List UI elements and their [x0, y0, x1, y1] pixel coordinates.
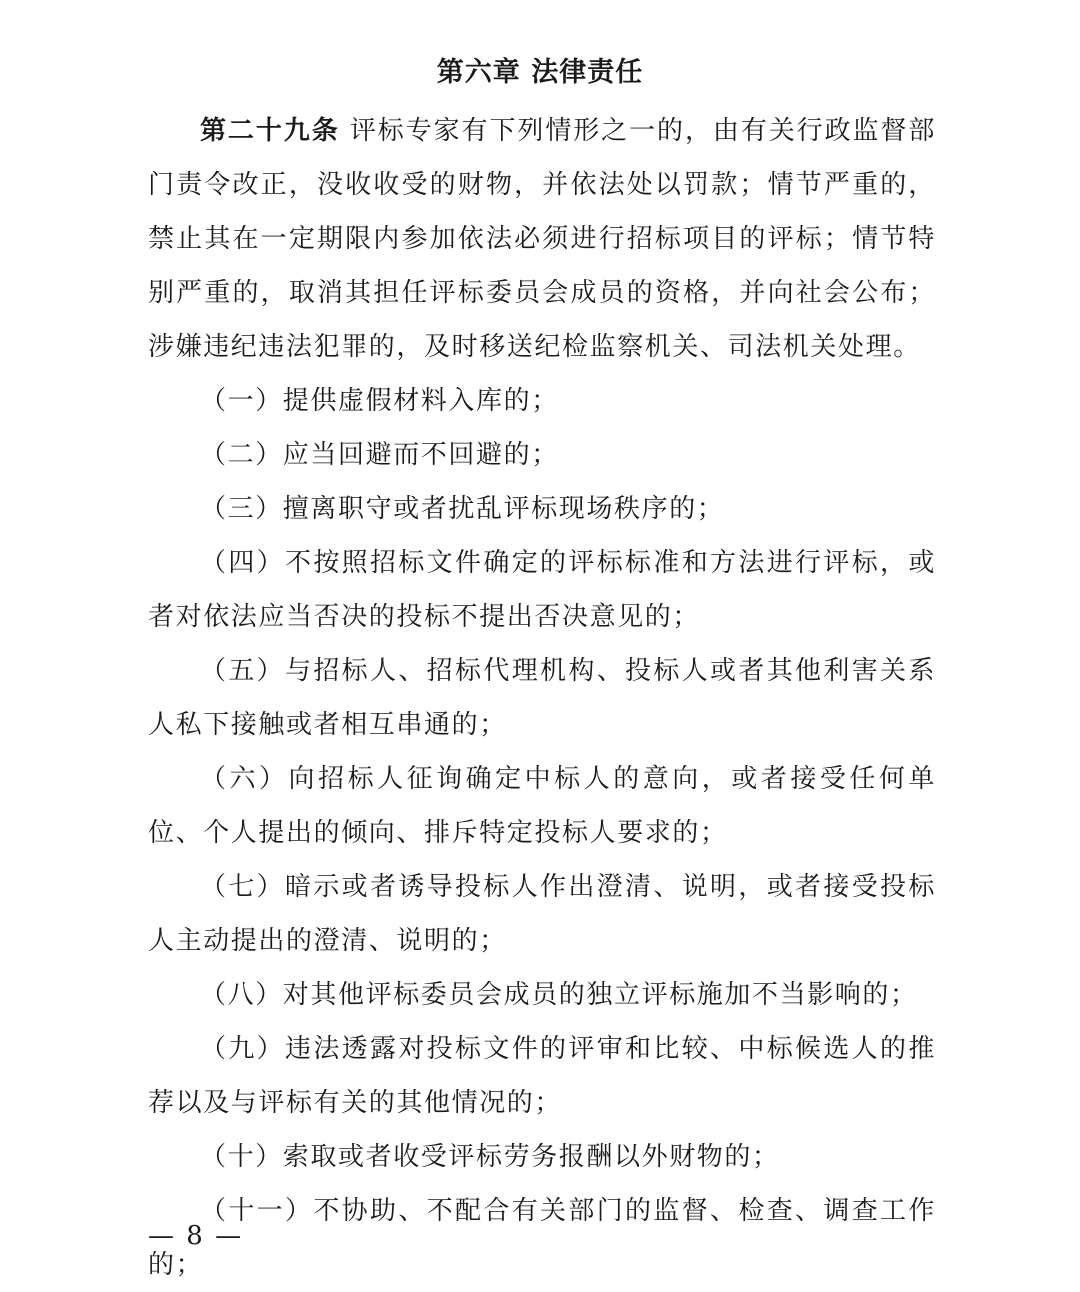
list-item: （一）提供虚假材料入库的； [200, 386, 559, 416]
list-item: （七）暗示或者诱导投标人作出澄清、说明，或者接受投标人主动提出的澄清、说明的； [148, 872, 936, 956]
list-item: （二）应当回避而不回避的； [200, 440, 559, 470]
article-body [148, 104, 936, 1292]
list-item: （六）向招标人征询确定中标人的意向，或者接受任何单位、个人提出的倾向、排斥特定投标人要求的； [148, 764, 936, 848]
article-intro-paragraph [148, 104, 936, 374]
list-item: （八）对其他评标委员会成员的独立评标施加不当影响的； [200, 980, 918, 1010]
article-intro-text: 评标专家有下列情形之一的，由有关行政监督部门责令改正，没收收受的财物，并依法处以罚款；情节严重的，禁止其在一定期限内参加依法必须进行招标项目的评标；情节特别严重的，取消其担任评标委员会成员的资格，并向社会公布；涉嫌违纪违法犯罪的，及时移送纪检监察机关、司法机关处理。 [148, 116, 936, 362]
list-item: （三）擅离职守或者扰乱评标现场秩序的； [200, 494, 725, 524]
page-number: — 8 — [148, 1221, 244, 1251]
chapter-title: 第六章 法律责任 [436, 57, 644, 88]
article-number: 第二十九条 [200, 116, 340, 146]
list-item: （十一）不协助、不配合有关部门的监督、检查、调查工作的； [148, 1196, 936, 1280]
list-item: （十）索取或者收受评标劳务报酬以外财物的； [200, 1142, 780, 1172]
list-item: （四）不按照招标文件确定的评标标准和方法进行评标，或者对依法应当否决的投标不提出否决意见的； [148, 548, 936, 632]
list-item: （九）违法透露对投标文件的评审和比较、中标候选人的推荐以及与评标有关的其他情况的； [148, 1034, 936, 1118]
list-item: （五）与招标人、招标代理机构、投标人或者其他利害关系人私下接触或者相互串通的； [148, 656, 936, 740]
